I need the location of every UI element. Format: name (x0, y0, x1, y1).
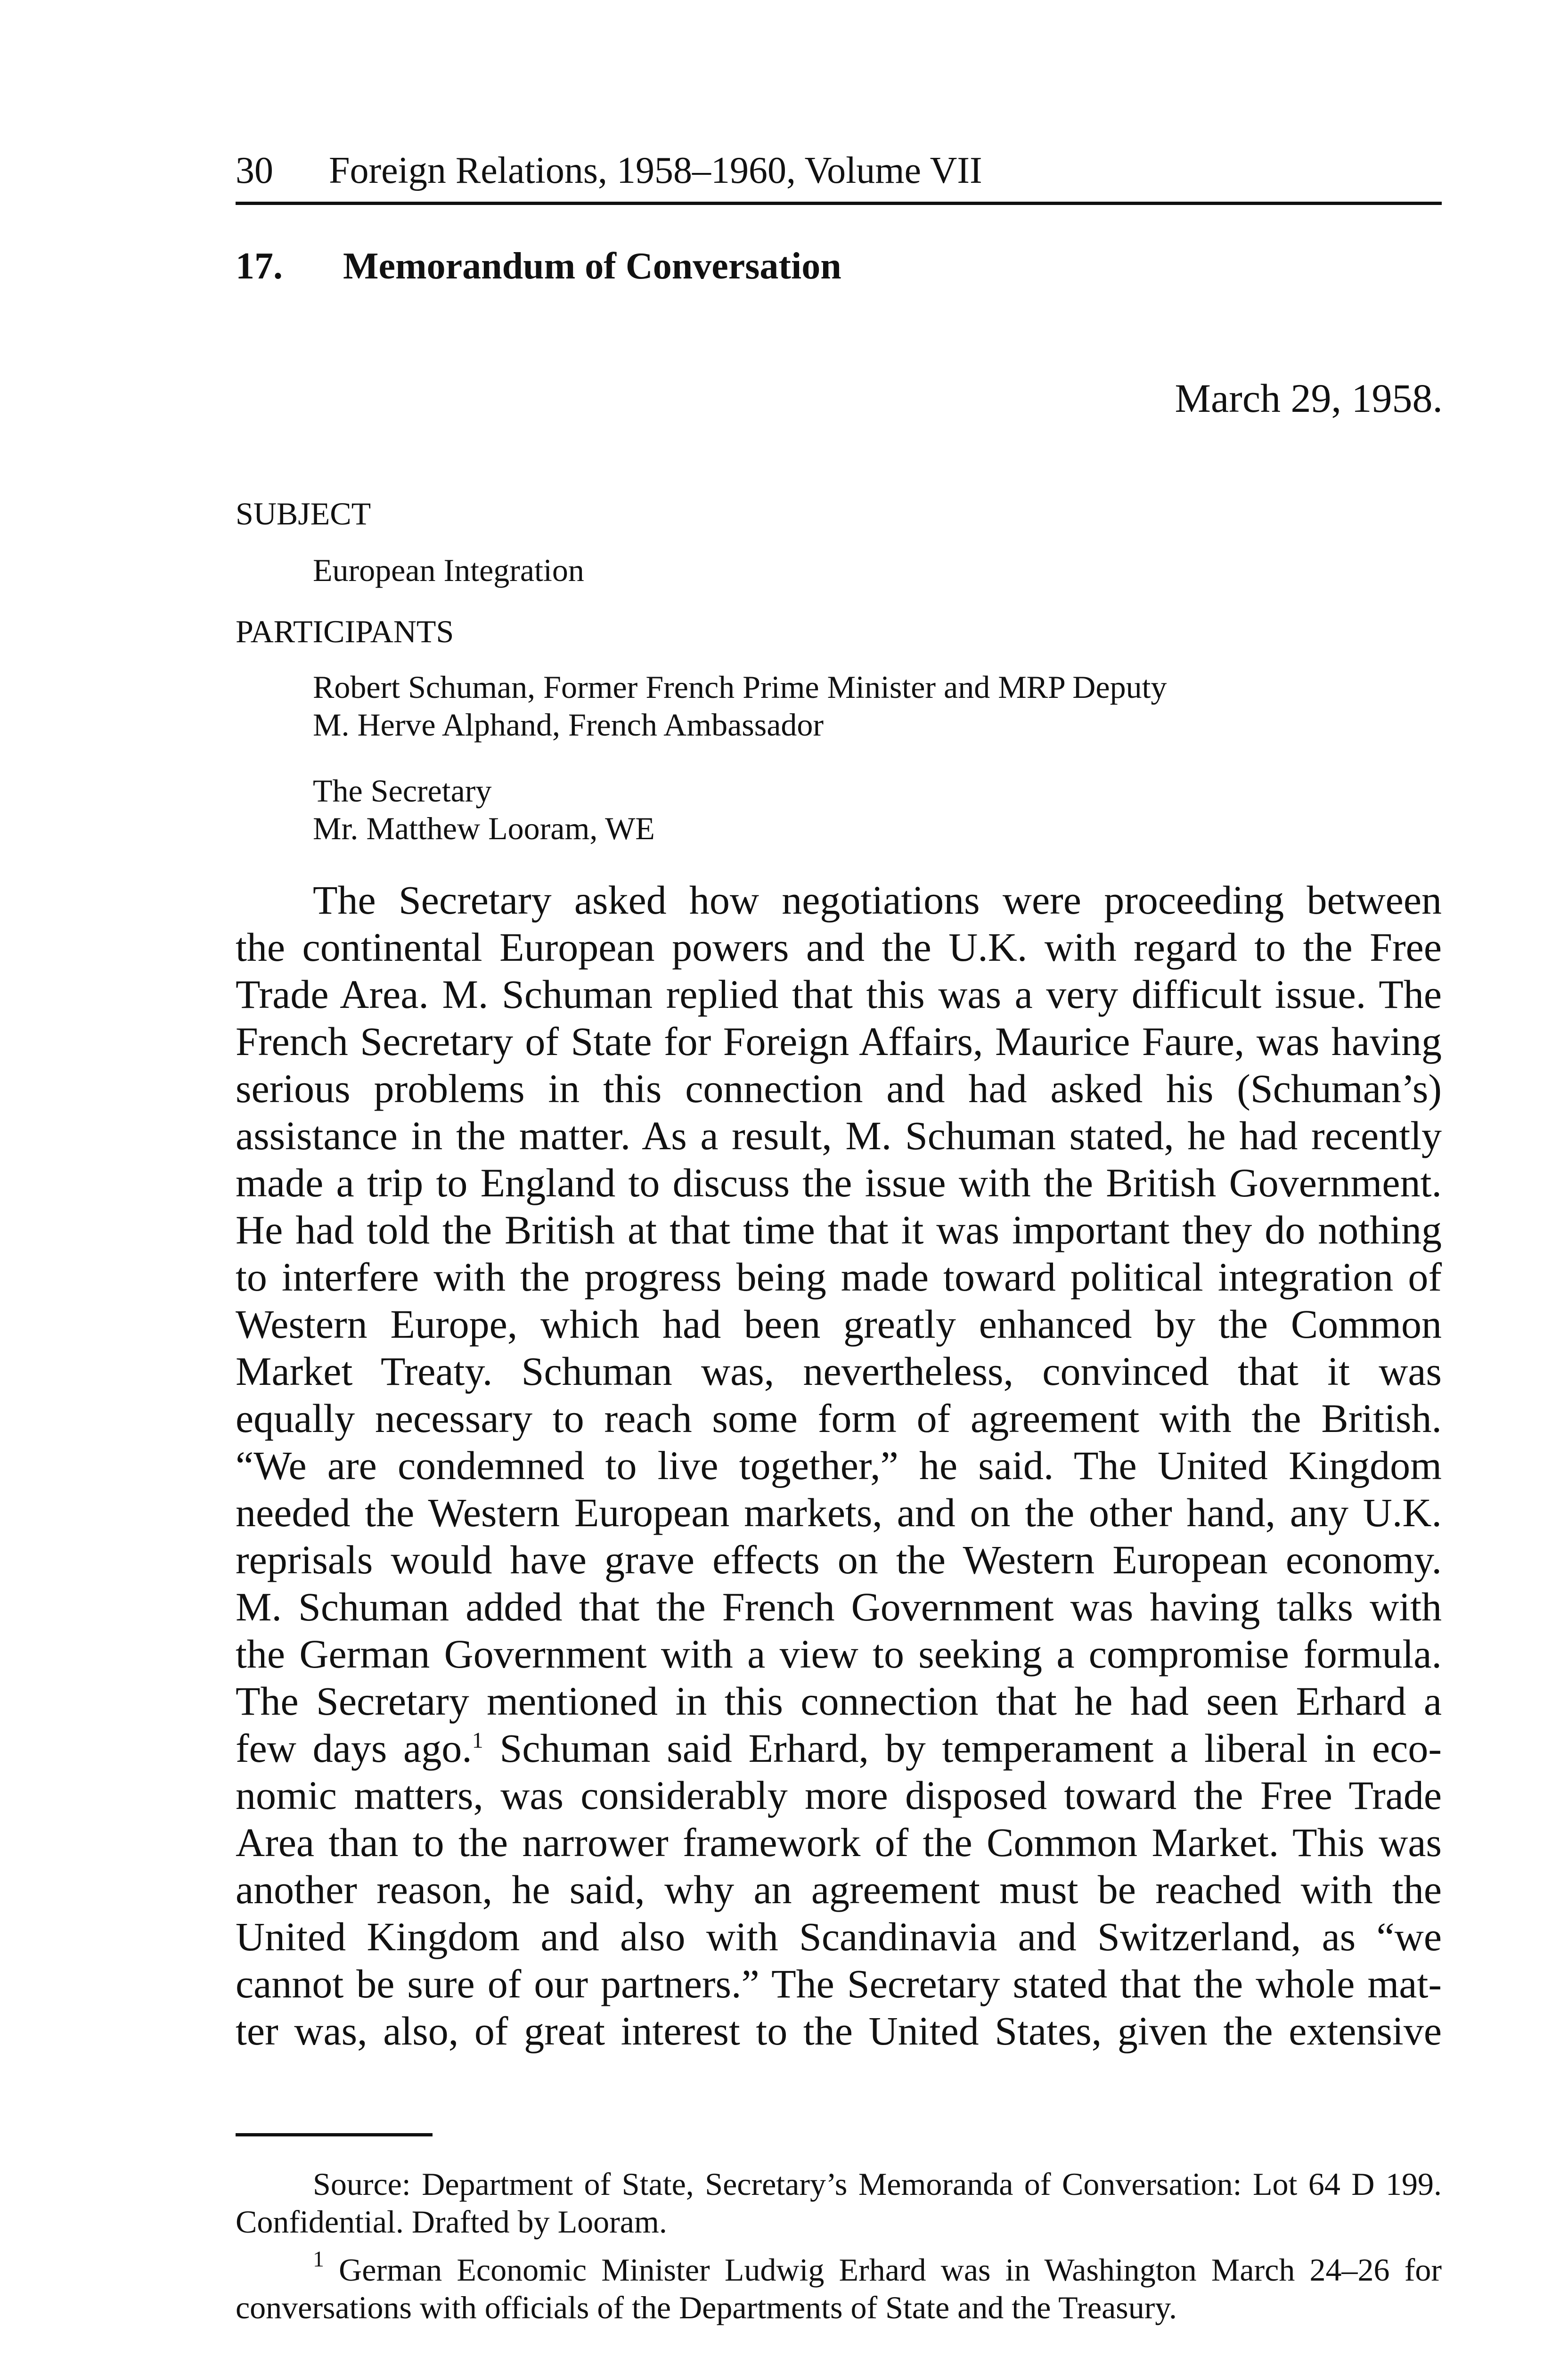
body-line: nomic matters, was considerably more disposed toward the Free Trade (236, 1773, 1442, 1818)
body-line: Western Europe, which had been greatly enhanced by the Common (236, 1301, 1442, 1347)
participant: M. Herve Alphand, French Ambassador (313, 707, 824, 743)
body-line: another reason, he said, why an agreement must be reached with the (236, 1867, 1442, 1912)
document-date: March 29, 1958. (1175, 376, 1443, 421)
participants-label: PARTICIPANTS (236, 614, 454, 649)
body-line-rest: Schuman said Erhard, by temperament a liberal in eco- (483, 1726, 1442, 1771)
body-line: Area than to the narrower framework of the Common Market. This was (236, 1820, 1442, 1865)
participant: Mr. Matthew Looram, WE (313, 810, 655, 846)
body-line: needed the Western European markets, and on the other hand, any U.K. (236, 1490, 1442, 1535)
body-line: the German Government with a view to seeking a compromise formula. (236, 1631, 1442, 1677)
body-line: The Secretary mentioned in this connection that he had seen Erhard a (236, 1678, 1442, 1724)
body-line: made a trip to England to discuss the issue with the British Government. (236, 1160, 1442, 1205)
body-line: to interfere with the progress being made toward political integration of (236, 1254, 1442, 1300)
footnote-gap (236, 2241, 1442, 2251)
body-line-start: few days ago. (236, 1726, 472, 1771)
running-head (236, 141, 1442, 205)
body-line: reprisals would have grave effects on the Western European economy. (236, 1537, 1442, 1582)
body-line: M. Schuman added that the French Government was having talks with (236, 1584, 1442, 1629)
body-line: ter was, also, of great interest to the United States, given the extensive (236, 2008, 1442, 2053)
source-note-line: Confidential. Drafted by Looram. (236, 2204, 667, 2240)
subject-value: European Integration (313, 552, 584, 588)
footnote-divider (236, 2133, 433, 2136)
participants-list (313, 668, 1396, 847)
body-line: United Kingdom and also with Scandinavia and Switzerland, as “we (236, 1914, 1442, 1959)
body-line: cannot be sure of our partners.” The Secretary stated that the whole mat- (236, 1961, 1442, 2006)
document-title: Memorandum of Conversation (343, 245, 841, 287)
subject-label: SUBJECT (236, 496, 371, 532)
body-line: French Secretary of State for Foreign Affairs, Maurice Faure, was having (236, 1019, 1442, 1064)
document-heading (236, 245, 841, 287)
participant-group-gap (313, 744, 1396, 772)
footnote-1-line: conversations with officials of the Departments of State and the Treasury. (236, 2290, 1177, 2325)
volume-title: Foreign Relations, 1958–1960, Volume VII (329, 150, 982, 191)
footnote-marker: 1 (313, 2247, 324, 2272)
participant: The Secretary (313, 773, 492, 809)
body-line: equally necessary to reach some form of agreement with the British. (236, 1396, 1442, 1441)
body-line: serious problems in this connection and had asked his (Schuman’s) (236, 1066, 1442, 1111)
page-number: 30 (236, 150, 273, 191)
footnotes (236, 2165, 1442, 2326)
body-line: Market Treaty. Schuman was, nevertheless, convinced that it was (236, 1349, 1442, 1394)
memorandum-body (236, 876, 1442, 2054)
body-line: He had told the British at that time that it was important they do nothing (236, 1207, 1442, 1252)
source-note-line: Source: Department of State, Secretary’s Memoranda of Conversation: Lot 64 D 199. (313, 2166, 1442, 2202)
footnote-1-line (236, 2247, 1442, 2289)
body-line-with-footnote-ref (236, 1725, 1442, 1772)
body-line: assistance in the matter. As a result, M. Schuman stated, he had recently (236, 1113, 1442, 1158)
body-line: The Secretary asked how negotiations were proceeding between (313, 877, 1442, 923)
footnote-1-text: German Economic Minister Ludwig Erhard was in Washington March 24–26 for (324, 2252, 1442, 2288)
body-line: the continental European powers and the U.K. with regard to the Free (236, 924, 1442, 970)
document-number: 17. (236, 245, 283, 287)
footnote-ref: 1 (472, 1728, 483, 1753)
body-line: “We are condemned to live together,” he said. The United Kingdom (236, 1443, 1442, 1488)
body-line: Trade Area. M. Schuman replied that this was a very difficult issue. The (236, 972, 1442, 1017)
participant: Robert Schuman, Former French Prime Minister and MRP Deputy (313, 669, 1167, 705)
